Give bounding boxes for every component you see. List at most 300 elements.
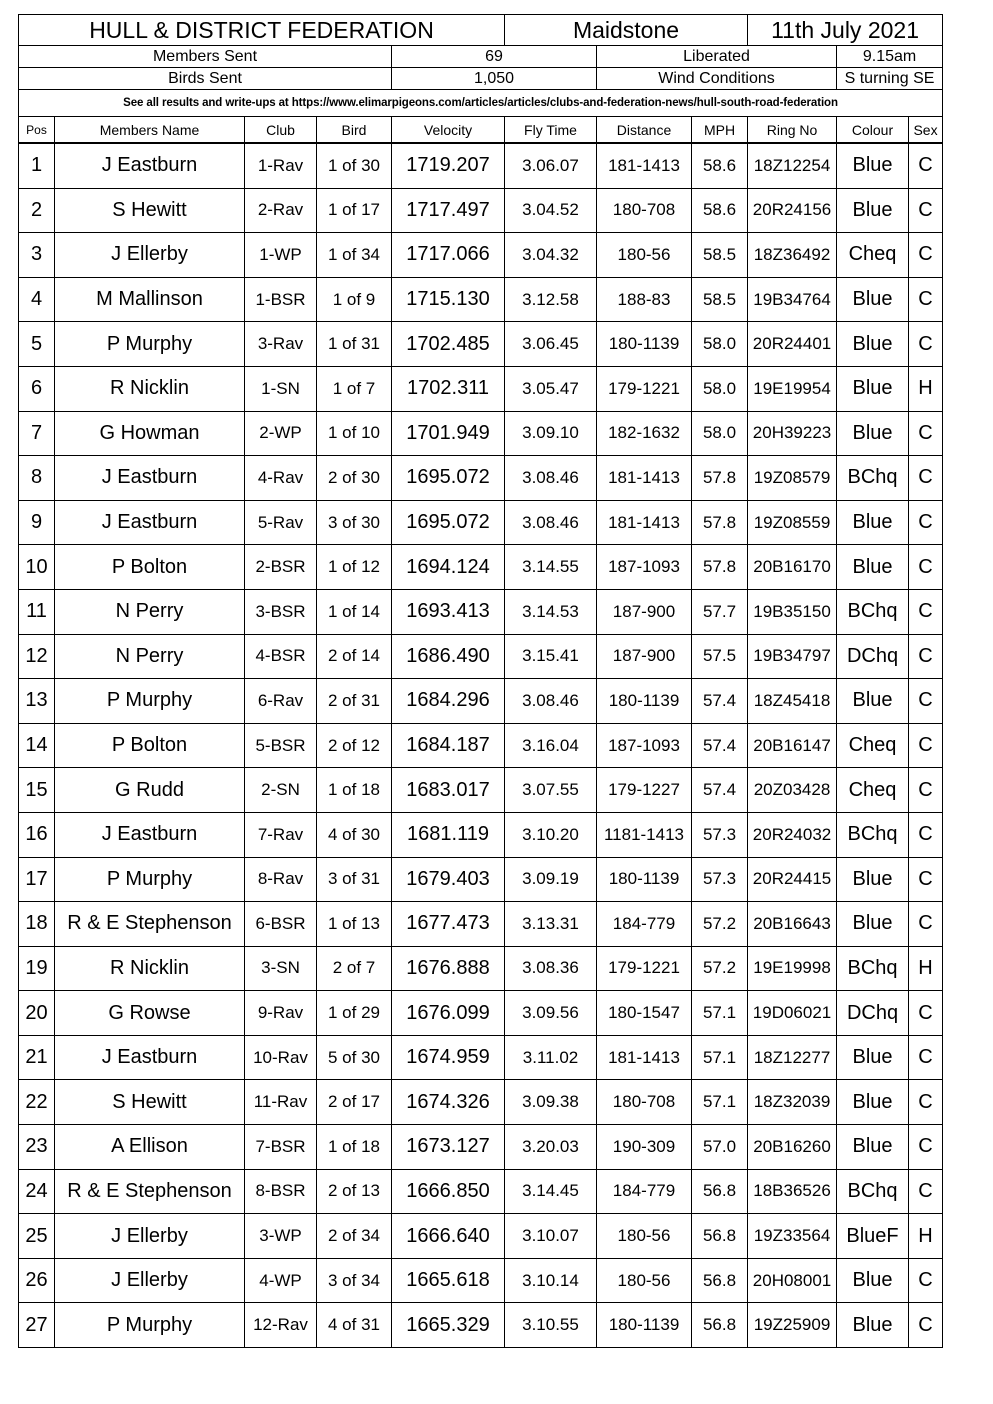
cell-mph: 58.0 [692,322,748,367]
cell-club: 7-Rav [245,812,317,857]
cell-pos: 13 [19,679,55,724]
cell-velocity: 1665.618 [392,1258,505,1303]
cell-colour: BChq [837,946,909,991]
cell-sex: C [909,322,943,367]
cell-name: G Rudd [55,768,245,813]
cell-pos: 10 [19,545,55,590]
cell-mph: 57.4 [692,679,748,724]
cell-colour: BChq [837,456,909,501]
table-row [19,143,943,188]
cell-pos: 25 [19,1214,55,1259]
cell-colour: BChq [837,1169,909,1214]
table-row [19,991,943,1036]
table-row [19,1125,943,1170]
table-row [19,456,943,501]
cell-sex: C [909,679,943,724]
cell-mph: 57.0 [692,1125,748,1170]
cell-fly-time: 3.13.31 [505,902,597,947]
cell-name: J Eastburn [55,456,245,501]
birds-sent-label: Birds Sent [19,68,392,90]
cell-ring: 19Z08579 [748,456,837,501]
cell-club: 7-BSR [245,1125,317,1170]
cell-sex: C [909,456,943,501]
cell-velocity: 1715.130 [392,277,505,322]
cell-bird: 1 of 10 [317,411,392,456]
cell-velocity: 1676.099 [392,991,505,1036]
wind-value: S turning SE [837,68,943,90]
cell-name: P Murphy [55,857,245,902]
cell-fly-time: 3.09.19 [505,857,597,902]
cell-name: R & E Stephenson [55,902,245,947]
cell-ring: 18B36526 [748,1169,837,1214]
cell-fly-time: 3.04.52 [505,188,597,233]
cell-bird: 2 of 34 [317,1214,392,1259]
cell-velocity: 1694.124 [392,545,505,590]
cell-name: P Murphy [55,679,245,724]
cell-club: 5-BSR [245,723,317,768]
cell-pos: 9 [19,500,55,545]
cell-ring: 19D06021 [748,991,837,1036]
cell-sex: H [909,1214,943,1259]
cell-mph: 57.2 [692,946,748,991]
cell-velocity: 1683.017 [392,768,505,813]
cell-fly-time: 3.07.55 [505,768,597,813]
cell-name: S Hewitt [55,1080,245,1125]
cell-distance: 180-1547 [597,991,692,1036]
cell-club: 3-BSR [245,589,317,634]
cell-sex: C [909,500,943,545]
cell-sex: C [909,857,943,902]
cell-velocity: 1695.072 [392,456,505,501]
col-name: Members Name [55,117,245,144]
cell-distance: 184-779 [597,902,692,947]
cell-colour: Blue [837,1258,909,1303]
cell-club: 12-Rav [245,1303,317,1348]
results-rows [19,143,943,1348]
cell-distance: 190-309 [597,1125,692,1170]
cell-bird: 1 of 31 [317,322,392,367]
cell-pos: 8 [19,456,55,501]
cell-name: P Bolton [55,545,245,590]
cell-colour: Cheq [837,723,909,768]
cell-fly-time: 3.08.46 [505,456,597,501]
cell-distance: 180-56 [597,233,692,278]
cell-distance: 180-1139 [597,1303,692,1348]
cell-sex: C [909,411,943,456]
table-row [19,1303,943,1348]
cell-colour: BChq [837,589,909,634]
cell-pos: 3 [19,233,55,278]
cell-club: 9-Rav [245,991,317,1036]
cell-club: 3-SN [245,946,317,991]
cell-club: 3-WP [245,1214,317,1259]
cell-ring: 20B16147 [748,723,837,768]
table-row [19,277,943,322]
cell-velocity: 1701.949 [392,411,505,456]
results-table [18,14,943,1348]
cell-pos: 26 [19,1258,55,1303]
cell-name: J Ellerby [55,233,245,278]
cell-mph: 56.8 [692,1169,748,1214]
cell-mph: 57.7 [692,589,748,634]
cell-pos: 1 [19,143,55,188]
cell-mph: 56.8 [692,1258,748,1303]
cell-ring: 18Z32039 [748,1080,837,1125]
cell-fly-time: 3.06.45 [505,322,597,367]
cell-club: 10-Rav [245,1035,317,1080]
cell-bird: 2 of 12 [317,723,392,768]
cell-sex: C [909,1169,943,1214]
cell-mph: 57.3 [692,812,748,857]
cell-velocity: 1679.403 [392,857,505,902]
cell-ring: 19B35150 [748,589,837,634]
cell-pos: 4 [19,277,55,322]
cell-bird: 3 of 34 [317,1258,392,1303]
cell-fly-time: 3.08.46 [505,679,597,724]
cell-fly-time: 3.08.46 [505,500,597,545]
cell-velocity: 1695.072 [392,500,505,545]
cell-velocity: 1666.850 [392,1169,505,1214]
cell-colour: BlueF [837,1214,909,1259]
cell-club: 1-Rav [245,143,317,188]
cell-name: G Howman [55,411,245,456]
cell-fly-time: 3.14.45 [505,1169,597,1214]
cell-club: 5-Rav [245,500,317,545]
cell-colour: Blue [837,277,909,322]
cell-velocity: 1717.066 [392,233,505,278]
cell-fly-time: 3.08.36 [505,946,597,991]
table-row [19,322,943,367]
cell-sex: C [909,991,943,1036]
table-row [19,411,943,456]
cell-name: G Rowse [55,991,245,1036]
cell-distance: 180-708 [597,188,692,233]
members-sent-value: 69 [392,46,597,68]
cell-fly-time: 3.11.02 [505,1035,597,1080]
cell-mph: 56.8 [692,1303,748,1348]
cell-velocity: 1717.497 [392,188,505,233]
cell-colour: Blue [837,1303,909,1348]
cell-distance: 181-1413 [597,500,692,545]
cell-velocity: 1684.187 [392,723,505,768]
cell-bird: 2 of 14 [317,634,392,679]
cell-bird: 1 of 18 [317,768,392,813]
cell-sex: H [909,946,943,991]
cell-club: 1-SN [245,366,317,411]
cell-fly-time: 3.10.07 [505,1214,597,1259]
cell-name: R & E Stephenson [55,1169,245,1214]
cell-fly-time: 3.15.41 [505,634,597,679]
cell-bird: 1 of 13 [317,902,392,947]
cell-club: 1-BSR [245,277,317,322]
cell-velocity: 1666.640 [392,1214,505,1259]
federation-title: HULL & DISTRICT FEDERATION [19,15,505,46]
cell-fly-time: 3.20.03 [505,1125,597,1170]
cell-sex: C [909,1035,943,1080]
cell-sex: C [909,589,943,634]
cell-ring: 20R24401 [748,322,837,367]
cell-bird: 4 of 31 [317,1303,392,1348]
cell-distance: 180-708 [597,1080,692,1125]
cell-club: 3-Rav [245,322,317,367]
cell-bird: 2 of 31 [317,679,392,724]
cell-sex: C [909,723,943,768]
cell-distance: 187-1093 [597,545,692,590]
birds-sent-value: 1,050 [392,68,597,90]
cell-mph: 57.1 [692,1035,748,1080]
cell-name: R Nicklin [55,366,245,411]
col-ring: Ring No [748,117,837,144]
cell-ring: 19E19998 [748,946,837,991]
cell-velocity: 1719.207 [392,143,505,188]
cell-distance: 180-56 [597,1258,692,1303]
cell-name: P Bolton [55,723,245,768]
cell-mph: 57.5 [692,634,748,679]
cell-mph: 58.5 [692,277,748,322]
cell-ring: 19B34797 [748,634,837,679]
cell-name: J Eastburn [55,812,245,857]
cell-colour: Cheq [837,233,909,278]
table-row [19,500,943,545]
col-distance: Distance [597,117,692,144]
cell-fly-time: 3.06.07 [505,143,597,188]
cell-sex: C [909,1125,943,1170]
cell-name: N Perry [55,634,245,679]
cell-sex: C [909,545,943,590]
cell-ring: 20H39223 [748,411,837,456]
cell-mph: 57.4 [692,768,748,813]
cell-club: 4-BSR [245,634,317,679]
cell-distance: 181-1413 [597,143,692,188]
cell-velocity: 1676.888 [392,946,505,991]
cell-fly-time: 3.14.53 [505,589,597,634]
table-row [19,723,943,768]
cell-distance: 180-1139 [597,322,692,367]
cell-mph: 57.3 [692,857,748,902]
cell-ring: 19Z08559 [748,500,837,545]
cell-club: 4-WP [245,1258,317,1303]
cell-distance: 179-1221 [597,946,692,991]
cell-fly-time: 3.10.55 [505,1303,597,1348]
cell-pos: 7 [19,411,55,456]
cell-colour: Blue [837,545,909,590]
cell-distance: 180-1139 [597,679,692,724]
cell-sex: C [909,277,943,322]
cell-bird: 1 of 12 [317,545,392,590]
cell-name: A Ellison [55,1125,245,1170]
cell-mph: 58.5 [692,233,748,278]
cell-sex: C [909,188,943,233]
cell-bird: 2 of 13 [317,1169,392,1214]
liberated-label: Liberated [597,46,837,68]
cell-mph: 56.8 [692,1214,748,1259]
cell-bird: 1 of 7 [317,366,392,411]
members-sent-label: Members Sent [19,46,392,68]
cell-sex: C [909,143,943,188]
cell-sex: C [909,768,943,813]
table-row [19,857,943,902]
cell-velocity: 1686.490 [392,634,505,679]
cell-colour: Blue [837,1035,909,1080]
cell-club: 2-WP [245,411,317,456]
col-fly-time: Fly Time [505,117,597,144]
cell-colour: Blue [837,366,909,411]
cell-colour: DChq [837,634,909,679]
cell-bird: 1 of 29 [317,991,392,1036]
table-row [19,812,943,857]
cell-bird: 2 of 17 [317,1080,392,1125]
cell-colour: DChq [837,991,909,1036]
cell-pos: 15 [19,768,55,813]
cell-mph: 57.8 [692,500,748,545]
cell-pos: 19 [19,946,55,991]
cell-pos: 6 [19,366,55,411]
cell-name: J Eastburn [55,143,245,188]
cell-pos: 21 [19,1035,55,1080]
col-bird: Bird [317,117,392,144]
cell-velocity: 1673.127 [392,1125,505,1170]
cell-bird: 4 of 30 [317,812,392,857]
cell-fly-time: 3.12.58 [505,277,597,322]
cell-distance: 184-779 [597,1169,692,1214]
cell-ring: 19B34764 [748,277,837,322]
cell-fly-time: 3.16.04 [505,723,597,768]
col-club: Club [245,117,317,144]
cell-pos: 16 [19,812,55,857]
cell-fly-time: 3.14.55 [505,545,597,590]
cell-name: R Nicklin [55,946,245,991]
table-row [19,1035,943,1080]
cell-ring: 20B16260 [748,1125,837,1170]
cell-velocity: 1693.413 [392,589,505,634]
cell-sex: C [909,233,943,278]
cell-club: 8-BSR [245,1169,317,1214]
cell-velocity: 1674.326 [392,1080,505,1125]
cell-velocity: 1702.485 [392,322,505,367]
cell-club: 2-SN [245,768,317,813]
cell-mph: 57.1 [692,991,748,1036]
cell-distance: 180-56 [597,1214,692,1259]
column-header-row [19,117,943,144]
cell-fly-time: 3.09.10 [505,411,597,456]
table-row [19,1169,943,1214]
cell-pos: 2 [19,188,55,233]
cell-club: 6-BSR [245,902,317,947]
cell-distance: 179-1227 [597,768,692,813]
table-row [19,902,943,947]
cell-club: 2-Rav [245,188,317,233]
cell-distance: 181-1413 [597,1035,692,1080]
cell-pos: 12 [19,634,55,679]
cell-mph: 57.8 [692,545,748,590]
table-row [19,679,943,724]
cell-sex: C [909,1258,943,1303]
cell-bird: 2 of 7 [317,946,392,991]
cell-velocity: 1677.473 [392,902,505,947]
table-row [19,1258,943,1303]
cell-bird: 3 of 31 [317,857,392,902]
table-row [19,634,943,679]
cell-fly-time: 3.10.14 [505,1258,597,1303]
cell-club: 1-WP [245,233,317,278]
info-row-birds [19,68,943,90]
table-row [19,188,943,233]
cell-pos: 20 [19,991,55,1036]
cell-colour: Blue [837,411,909,456]
cell-bird: 2 of 30 [317,456,392,501]
cell-sex: C [909,902,943,947]
table-row [19,946,943,991]
cell-ring: 20B16170 [748,545,837,590]
cell-distance: 187-900 [597,589,692,634]
cell-ring: 18Z36492 [748,233,837,278]
cell-mph: 58.6 [692,188,748,233]
cell-distance: 182-1632 [597,411,692,456]
cell-distance: 188-83 [597,277,692,322]
race-date: 11th July 2021 [748,15,943,46]
cell-bird: 1 of 9 [317,277,392,322]
table-row [19,768,943,813]
cell-name: J Eastburn [55,1035,245,1080]
col-sex: Sex [909,117,943,144]
results-link-text: See all results and write-ups at https://www.elimarpigeons.com/articles/articles/clubs-and-federation-news/hull-south-road-federation [19,90,943,117]
cell-club: 4-Rav [245,456,317,501]
cell-colour: Blue [837,679,909,724]
cell-club: 11-Rav [245,1080,317,1125]
cell-sex: C [909,1080,943,1125]
cell-pos: 18 [19,902,55,947]
cell-velocity: 1681.119 [392,812,505,857]
wind-label: Wind Conditions [597,68,837,90]
cell-ring: 20R24156 [748,188,837,233]
col-colour: Colour [837,117,909,144]
cell-distance: 1181-1413 [597,812,692,857]
cell-colour: Cheq [837,768,909,813]
table-row [19,366,943,411]
cell-ring: 20B16643 [748,902,837,947]
col-mph: MPH [692,117,748,144]
cell-velocity: 1665.329 [392,1303,505,1348]
cell-distance: 187-900 [597,634,692,679]
cell-pos: 14 [19,723,55,768]
cell-mph: 57.2 [692,902,748,947]
cell-pos: 24 [19,1169,55,1214]
title-row [19,15,943,46]
table-row [19,1214,943,1259]
cell-mph: 58.0 [692,411,748,456]
cell-sex: H [909,366,943,411]
cell-name: J Eastburn [55,500,245,545]
liberated-value: 9.15am [837,46,943,68]
cell-name: J Ellerby [55,1258,245,1303]
results-sheet [18,14,942,1348]
cell-pos: 5 [19,322,55,367]
cell-club: 8-Rav [245,857,317,902]
cell-distance: 181-1413 [597,456,692,501]
cell-colour: Blue [837,188,909,233]
cell-bird: 5 of 30 [317,1035,392,1080]
col-velocity: Velocity [392,117,505,144]
cell-bird: 1 of 30 [317,143,392,188]
cell-distance: 180-1139 [597,857,692,902]
cell-sex: C [909,1303,943,1348]
cell-bird: 1 of 18 [317,1125,392,1170]
cell-colour: Blue [837,1125,909,1170]
results-link-row [19,90,943,117]
cell-ring: 20Z03428 [748,768,837,813]
cell-fly-time: 3.09.38 [505,1080,597,1125]
cell-pos: 22 [19,1080,55,1125]
